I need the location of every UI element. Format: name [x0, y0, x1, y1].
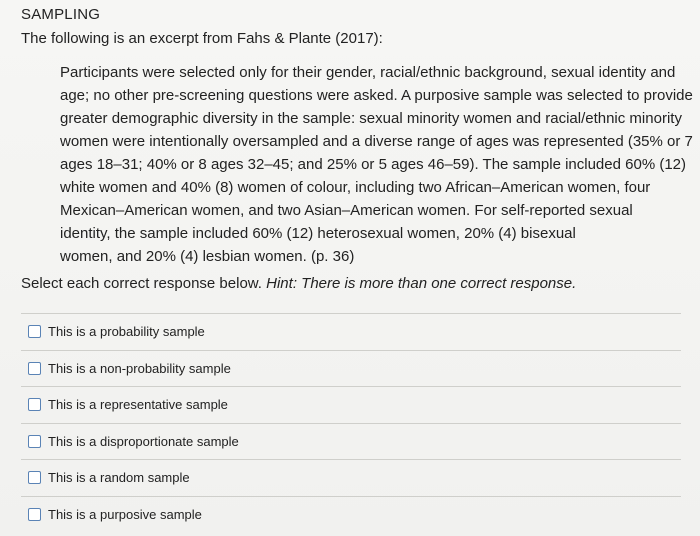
option-purposive-sample[interactable] — [21, 496, 681, 533]
option-random-sample[interactable] — [21, 459, 681, 496]
excerpt-line: ages 18–31; 40% or 8 ages 32–45; and 25% or 5 ages 46–59). The sample included 60% (12) — [60, 156, 686, 173]
question-prompt — [21, 275, 576, 292]
option-label[interactable]: This is a probability sample — [48, 324, 205, 340]
option-representative-sample[interactable] — [21, 386, 681, 423]
option-disproportionate-sample[interactable] — [21, 423, 681, 460]
option-label[interactable]: This is a random sample — [48, 470, 190, 486]
option-label[interactable]: This is a disproportionate sample — [48, 433, 239, 449]
excerpt-line: women, and 20% (4) lesbian women. (p. 36) — [60, 248, 355, 265]
checkbox[interactable] — [28, 435, 41, 448]
prompt-hint: Hint: There is more than one correct response. — [266, 275, 577, 292]
checkbox[interactable] — [28, 362, 41, 375]
page-title: SAMPLING — [21, 6, 101, 23]
excerpt-line: age; no other pre-screening questions were asked. A purposive sample was selected to provide — [60, 87, 693, 104]
excerpt-line: identity, the sample included 60% (12) heterosexual women, 20% (4) bisexual — [60, 225, 576, 242]
excerpt-line: greater demographic diversity in the sample: sexual minority women and racial/ethnic minority — [60, 110, 682, 127]
option-label[interactable]: This is a purposive sample — [48, 506, 202, 522]
excerpt-line: white women and 40% (8) women of colour, including two African–American women, four — [60, 179, 651, 196]
checkbox[interactable] — [28, 508, 41, 521]
checkbox[interactable] — [28, 398, 41, 411]
excerpt-block — [60, 61, 693, 268]
checkbox[interactable] — [28, 325, 41, 338]
option-label[interactable]: This is a non-probability sample — [48, 360, 231, 376]
intro-text: The following is an excerpt from Fahs & Plante (2017): — [21, 30, 383, 47]
option-non-probability-sample[interactable] — [21, 350, 681, 387]
excerpt-line: Mexican–American women, and two Asian–American women. For self-reported sexual — [60, 202, 633, 219]
option-probability-sample[interactable] — [21, 313, 681, 350]
prompt-text: Select each correct response below. — [21, 275, 262, 292]
option-label[interactable]: This is a representative sample — [48, 397, 228, 413]
excerpt-line: women were intentionally oversampled and a diverse range of ages was represented (35% or 7 — [60, 133, 693, 150]
checkbox[interactable] — [28, 471, 41, 484]
answer-options — [21, 313, 681, 532]
excerpt-line: Participants were selected only for their gender, racial/ethnic background, sexual identity and — [60, 64, 676, 81]
